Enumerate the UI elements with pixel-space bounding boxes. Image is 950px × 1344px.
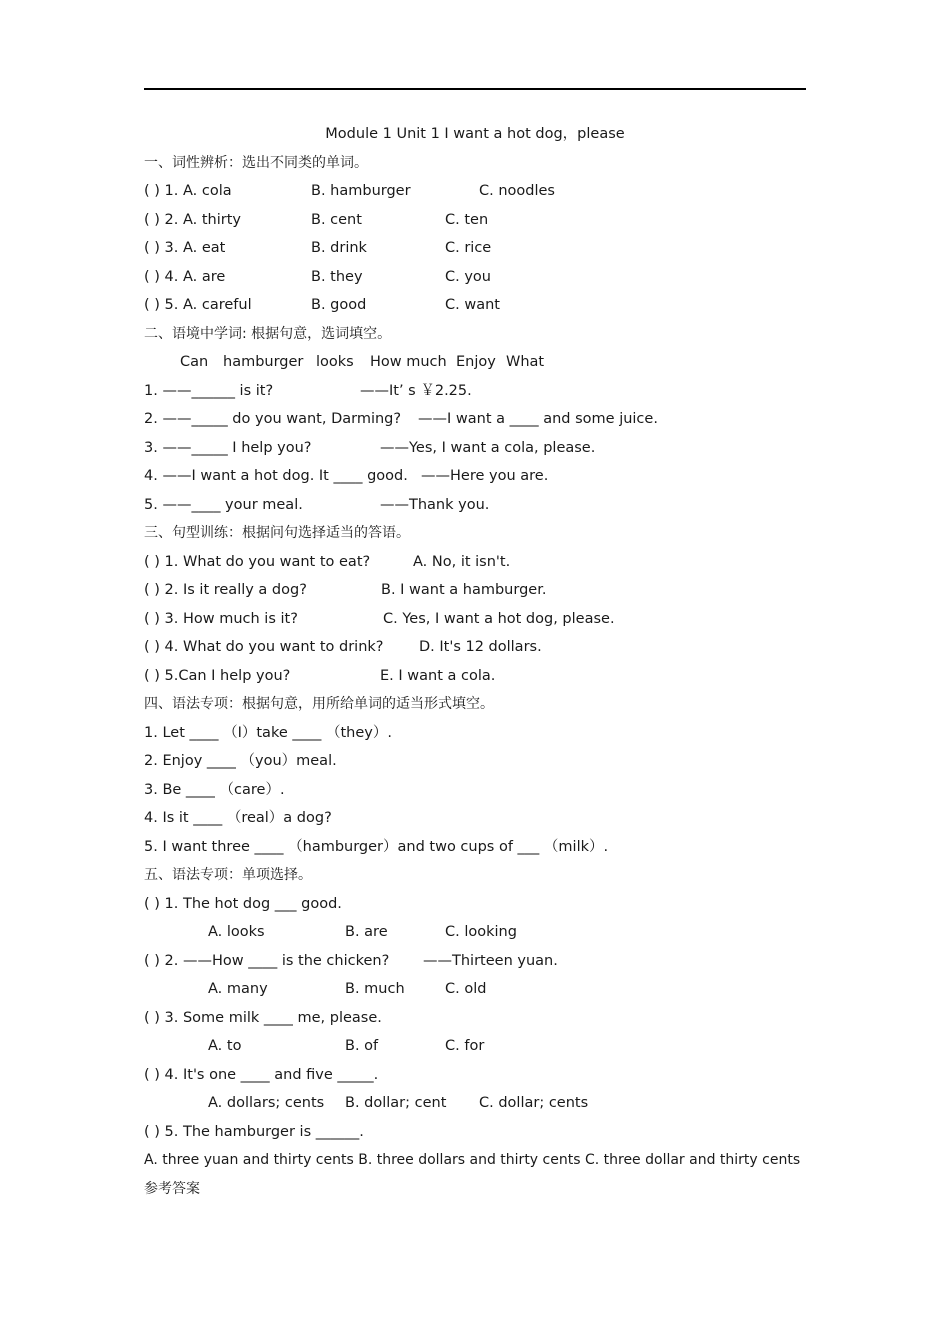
s5-q3-option-a: A. to: [208, 1038, 242, 1054]
s4-item-4: 4. Is it ____ （real）a dog?: [144, 810, 332, 826]
s1-q5-option-a: ( ) 5. A. careful: [144, 297, 252, 313]
s1-q1-option-a: ( ) 1. A. cola: [144, 183, 232, 199]
s5-q1-option-a: A. looks: [208, 924, 265, 940]
s1-q2-option-c: C. ten: [445, 212, 489, 228]
s5-q5-options: A. three yuan and thirty cents B. three dollars and thirty cents C. three dollar and thirty cents: [144, 1152, 801, 1168]
s4-item-1: 1. Let ____ （I）take ____ （they）.: [144, 725, 392, 741]
s1-q3-option-c: C. rice: [445, 240, 492, 256]
word-bank-item: How much: [370, 354, 447, 370]
s2-q1-prompt: 1. ——______ is it?: [144, 383, 274, 399]
s1-q4-option-b: B. they: [311, 269, 363, 285]
s4-item-3: 3. Be ____ （care）.: [144, 782, 285, 798]
s5-q1-option-b: B. are: [345, 924, 388, 940]
s5-q2-option-a: A. many: [208, 981, 268, 997]
s3-q3: ( ) 3. How much is it?: [144, 611, 298, 627]
word-bank-item: hamburger: [223, 354, 304, 370]
header-rule: [144, 88, 806, 90]
s2-q3-prompt: 3. ——_____ I help you?: [144, 440, 312, 456]
section-5-heading: 五、语法专项：单项选择。: [144, 867, 312, 883]
s5-q4-option-a: A. dollars; cents: [208, 1095, 325, 1111]
s2-q3-reply: ——Yes, I want a cola, please.: [380, 440, 596, 456]
s1-q2-option-a: ( ) 2. A. thirty: [144, 212, 241, 228]
s1-q3-option-a: ( ) 3. A. eat: [144, 240, 226, 256]
s3-q2: ( ) 2. Is it really a dog?: [144, 582, 307, 598]
s5-q2-reply: ——Thirteen yuan.: [423, 953, 558, 969]
s5-q4-option-b: B. dollar; cent: [345, 1095, 447, 1111]
s3-q4: ( ) 4. What do you want to drink?: [144, 639, 384, 655]
s1-q1-option-c: C. noodles: [479, 183, 555, 199]
s3-a5: E. I want a cola.: [380, 668, 496, 684]
s3-a1: A. No, it isn't.: [413, 554, 511, 570]
section-3-heading: 三、句型训练：根据问句选择适当的答语。: [144, 525, 410, 541]
page-title: Module 1 Unit 1 I want a hot dog，please: [325, 126, 625, 142]
s2-q2-reply: ——I want a ____ and some juice.: [418, 411, 658, 427]
s2-q1-reply: ——It’ s ￥2.25.: [360, 383, 472, 399]
s2-q2-prompt: 2. ——_____ do you want, Darming?: [144, 411, 402, 427]
section-2-heading: 二、语境中学词: 根据句意，选词填空。: [144, 326, 392, 342]
word-bank-item: Can: [180, 354, 209, 370]
s1-q3-option-b: B. drink: [311, 240, 367, 256]
s1-q4-option-a: ( ) 4. A. are: [144, 269, 226, 285]
s4-item-2: 2. Enjoy ____ （you）meal.: [144, 753, 337, 769]
s5-question-1: ( ) 1. The hot dog ___ good.: [144, 896, 342, 912]
s1-q2-option-b: B. cent: [311, 212, 362, 228]
s5-q3-option-c: C. for: [445, 1038, 485, 1054]
answer-key-heading: 参考答案: [144, 1181, 200, 1197]
section-1-heading: 一、词性辨析：选出不同类的单词。: [144, 155, 368, 171]
s5-question-5: ( ) 5. The hamburger is ______.: [144, 1124, 364, 1140]
s5-q3-option-b: B. of: [345, 1038, 379, 1054]
word-bank-item: looks: [316, 354, 354, 370]
s5-question-4: ( ) 4. It's one ____ and five _____.: [144, 1067, 379, 1083]
s3-a4: D. It's 12 dollars.: [419, 639, 542, 655]
s5-q2-option-b: B. much: [345, 981, 405, 997]
s3-q1: ( ) 1. What do you want to eat?: [144, 554, 371, 570]
s2-q4-prompt: 4. ——I want a hot dog. It ____ good.: [144, 468, 408, 484]
s2-q4-reply: ——Here you are.: [421, 468, 549, 484]
s5-q2-option-c: C. old: [445, 981, 487, 997]
word-bank-item: What: [506, 354, 545, 370]
s5-q1-option-c: C. looking: [445, 924, 517, 940]
s1-q5-option-c: C. want: [445, 297, 500, 313]
section-4-heading: 四、语法专项：根据句意，用所给单词的适当形式填空。: [144, 696, 494, 712]
s1-q4-option-c: C. you: [445, 269, 491, 285]
s3-a3: C. Yes, I want a hot dog, please.: [383, 611, 615, 627]
s5-question-3: ( ) 3. Some milk ____ me, please.: [144, 1010, 382, 1026]
s5-q4-option-c: C. dollar; cents: [479, 1095, 589, 1111]
s3-q5: ( ) 5.Can I help you?: [144, 668, 291, 684]
s3-a2: B. I want a hamburger.: [381, 582, 547, 598]
s2-q5-prompt: 5. ——____ your meal.: [144, 497, 303, 513]
word-bank-item: Enjoy: [456, 354, 496, 370]
s1-q5-option-b: B. good: [311, 297, 367, 313]
s2-q5-reply: ——Thank you.: [380, 497, 490, 513]
s5-q2-prompt: ( ) 2. ——How ____ is the chicken?: [144, 953, 390, 969]
s4-item-5: 5. I want three ____ （hamburger）and two cups of ___ （milk）.: [144, 839, 609, 855]
s1-q1-option-b: B. hamburger: [311, 183, 411, 199]
